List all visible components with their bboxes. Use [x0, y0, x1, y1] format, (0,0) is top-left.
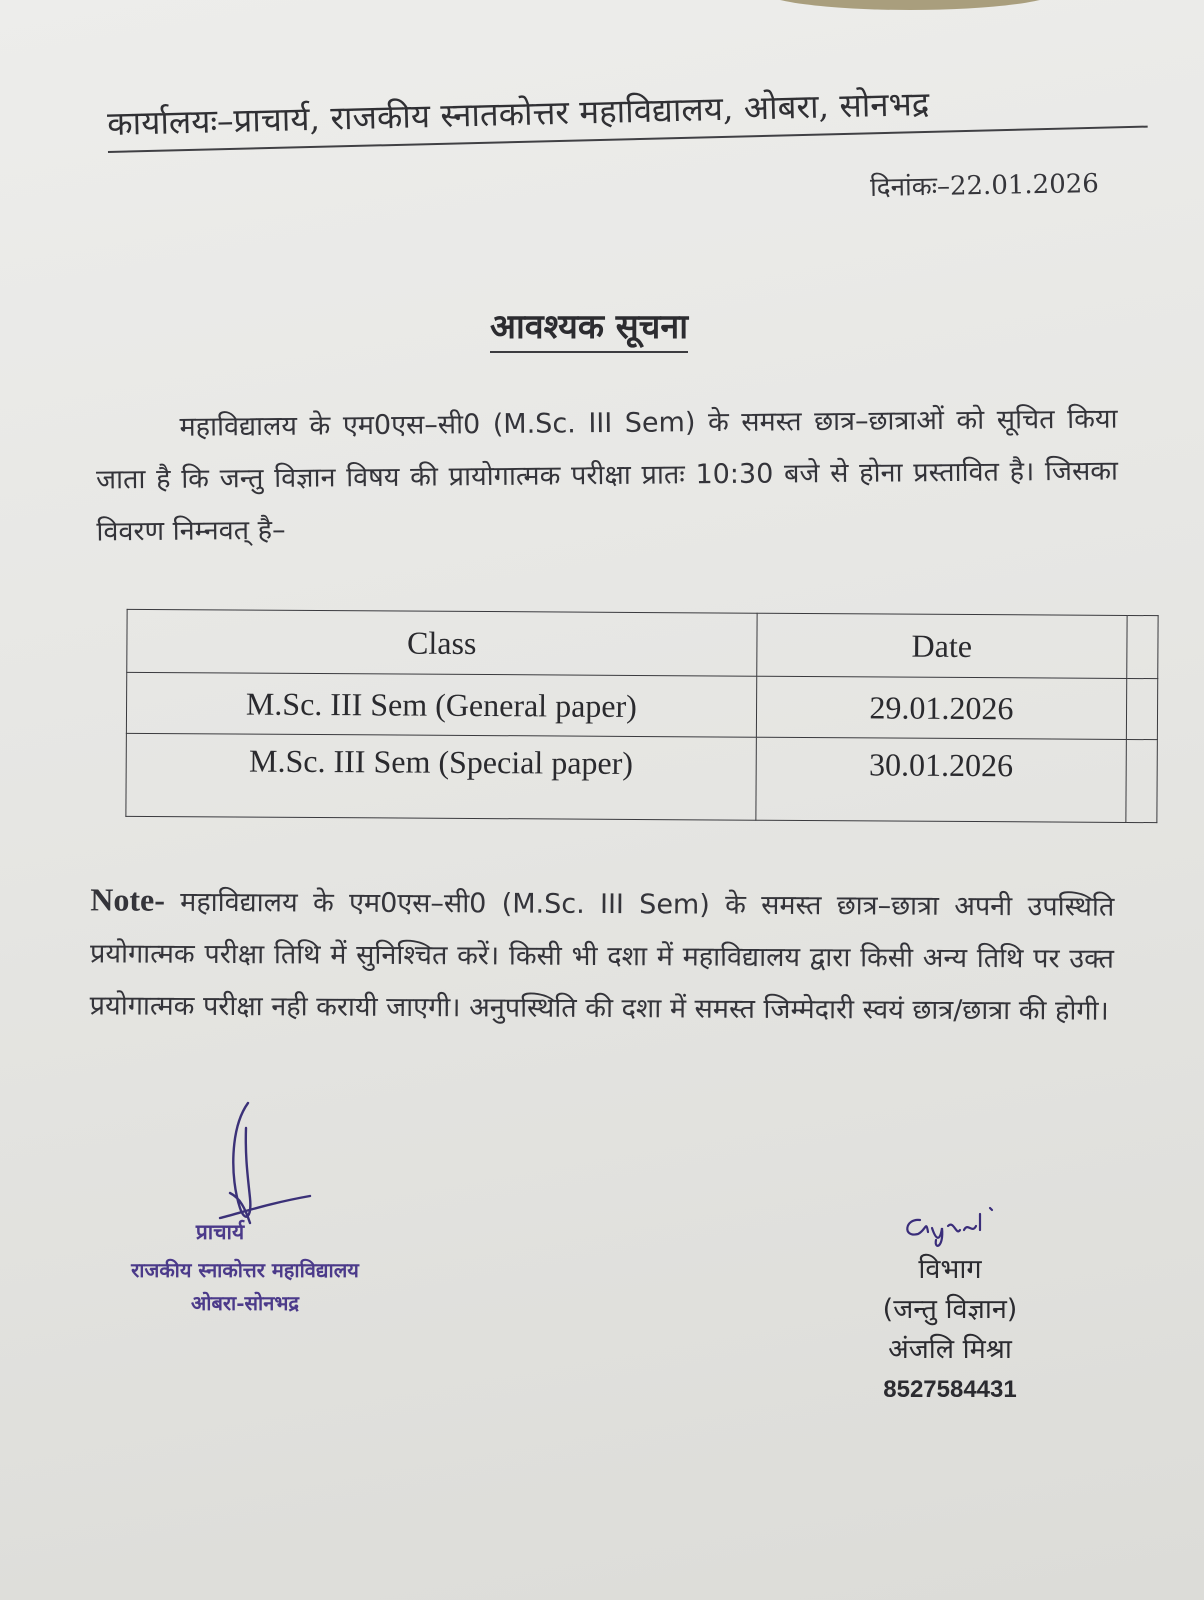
stamp-college: राजकीय स्नाकोत्तर महाविद्यालय	[131, 1258, 359, 1282]
notice-date: दिनांकः–22.01.2026	[869, 169, 1100, 203]
principal-signature	[200, 1098, 320, 1238]
hod-department: (जन्तु विज्ञान)	[882, 1294, 1018, 1325]
hod-signature	[890, 1200, 1010, 1250]
hod-signature-block	[840, 1250, 1060, 1410]
intro-text: महाविद्यालय के एम0एस–सी0 (M.Sc. III Sem) के समस्त छात्र–छात्राओं को सूचित किया जाता है कि जन्तु विज्ञान विषय की प्रायोगात्मक परीक्षा प्रातः 10:30 बजे से होना प्रस्तावित है। जिसका विवरण निम्नवत् है–	[95, 403, 1119, 548]
class-cell: M.Sc. III Sem (Special paper)	[126, 733, 756, 820]
principal-stamp	[100, 1218, 390, 1316]
office-header: कार्यालयः–प्राचार्य, राजकीय स्नातकोत्तर महाविद्यालय, ओबरा, सोनभद्र	[107, 75, 1148, 153]
class-cell: M.Sc. III Sem (General paper)	[126, 672, 756, 737]
table-header-row	[127, 609, 1158, 678]
note-paragraph	[90, 873, 1115, 1037]
stamp-title: प्राचार्य	[195, 1219, 245, 1244]
empty-cell	[1126, 739, 1157, 822]
note-text: महाविद्यालय के एम0एस–सी0 (M.Sc. III Sem) के समस्त छात्र–छात्रा अपनी उपस्थिति प्रयोगात्मक परीक्षा तिथि में सुनिश्चित करें। किसी भी दशा में महाविद्यालय द्वारा किसी अन्य तिथि पर उक्त प्रयोगात्मक परीक्षा नही करायी जाएगी। अनुपस्थिति की दशा में समस्त जिम्मेदारी स्वयं छात्र/छात्रा की होगी।	[89, 886, 1115, 1027]
notice-title: आवश्यक सूचना	[490, 302, 688, 353]
date-cell: 29.01.2026	[756, 676, 1127, 739]
stamp-place: ओबरा-सोनभद्र	[190, 1291, 300, 1315]
header-date: Date	[756, 613, 1127, 678]
table-row	[126, 733, 1157, 822]
background-object	[760, 0, 1060, 10]
intro-paragraph	[95, 394, 1118, 559]
hod-phone: 8527584431	[883, 1376, 1017, 1403]
date-cell: 30.01.2026	[756, 737, 1127, 822]
table-row	[126, 672, 1157, 739]
hod-name: अंजलि मिश्रा	[888, 1334, 1012, 1365]
note-label: Note-	[90, 881, 166, 918]
exam-schedule-table	[125, 609, 1158, 823]
empty-cell	[1127, 615, 1158, 678]
header-class: Class	[127, 609, 757, 676]
empty-cell	[1126, 678, 1157, 739]
hod-title: विभाग	[918, 1254, 982, 1285]
